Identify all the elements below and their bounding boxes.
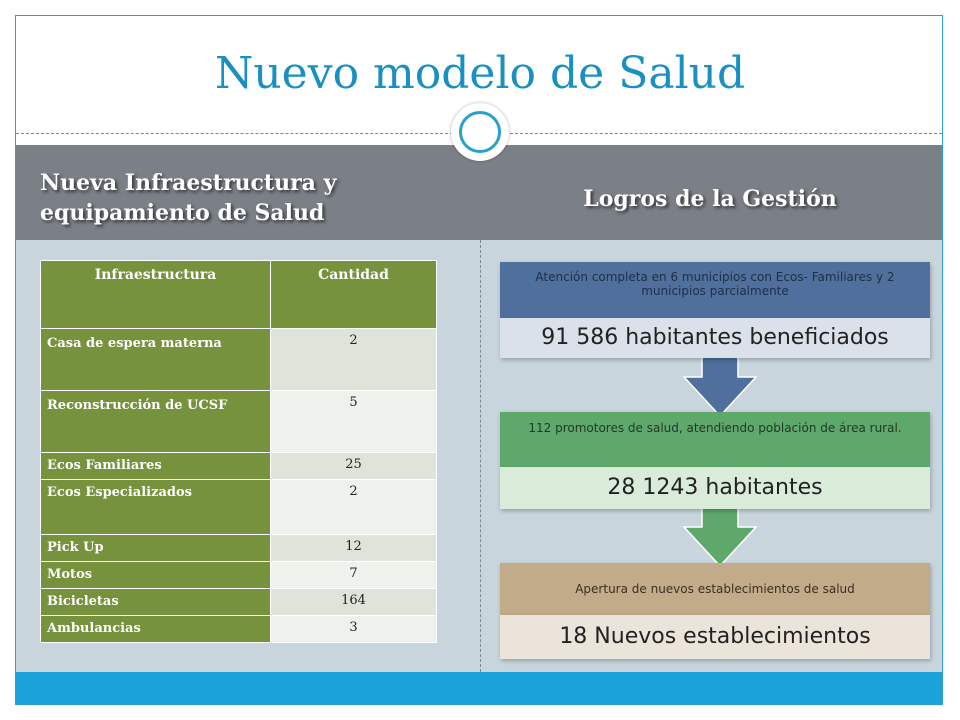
row-label: Ecos Familiares [41,453,271,480]
row-label: Pick Up [41,535,271,562]
footer-bar [16,672,942,704]
table-row [41,562,437,589]
table-row [41,329,437,391]
row-label: Ecos Especializados [41,480,271,535]
table-row [41,535,437,562]
header-cantidad: Cantidad [271,261,437,329]
row-value: 12 [271,535,437,562]
row-value: 164 [271,589,437,616]
table-row [41,480,437,535]
page-title: Nuevo modelo de Salud [214,48,746,99]
row-value: 2 [271,329,437,391]
table-row [41,616,437,643]
arrow-down-icon [683,505,757,567]
row-value: 3 [271,616,437,643]
table-row [41,391,437,453]
row-value: 7 [271,562,437,589]
achievement-3-detail: Apertura de nuevos establecimientos de salud [575,582,855,596]
achievement-2-headline: 28 1243 habitantes [500,467,930,509]
achievement-1-detail: Atención completa en 6 municipios con Ecos- Familiares y 2 municipios parcialmente [535,270,895,298]
row-value: 5 [271,391,437,453]
row-value: 25 [271,453,437,480]
row-label: Bicicletas [41,589,271,616]
row-label: Reconstrucción de UCSF [41,391,271,453]
row-label: Motos [41,562,271,589]
table-header-row [41,261,437,329]
achievement-2-detail: 112 promotores de salud, atendiendo población de área rural. [528,421,902,435]
right-section-heading: Logros de la Gestión [583,186,837,212]
row-label: Casa de espera materna [41,329,271,391]
table-row [41,453,437,480]
header-infraestructura: Infraestructura [41,261,271,329]
row-label: Ambulancias [41,616,271,643]
arrow-down-icon [683,355,757,417]
infrastructure-table [40,260,437,643]
left-section-heading: Nueva Infraestructura y equipamiento de Salud [40,170,337,226]
achievement-3-headline: 18 Nuevos establecimientos [500,615,930,659]
circle-ornament [451,103,509,161]
achievement-1-headline: 91 586 habitantes beneficiados [500,318,930,358]
table-row [41,589,437,616]
row-value: 2 [271,480,437,535]
column-divider [480,240,481,672]
